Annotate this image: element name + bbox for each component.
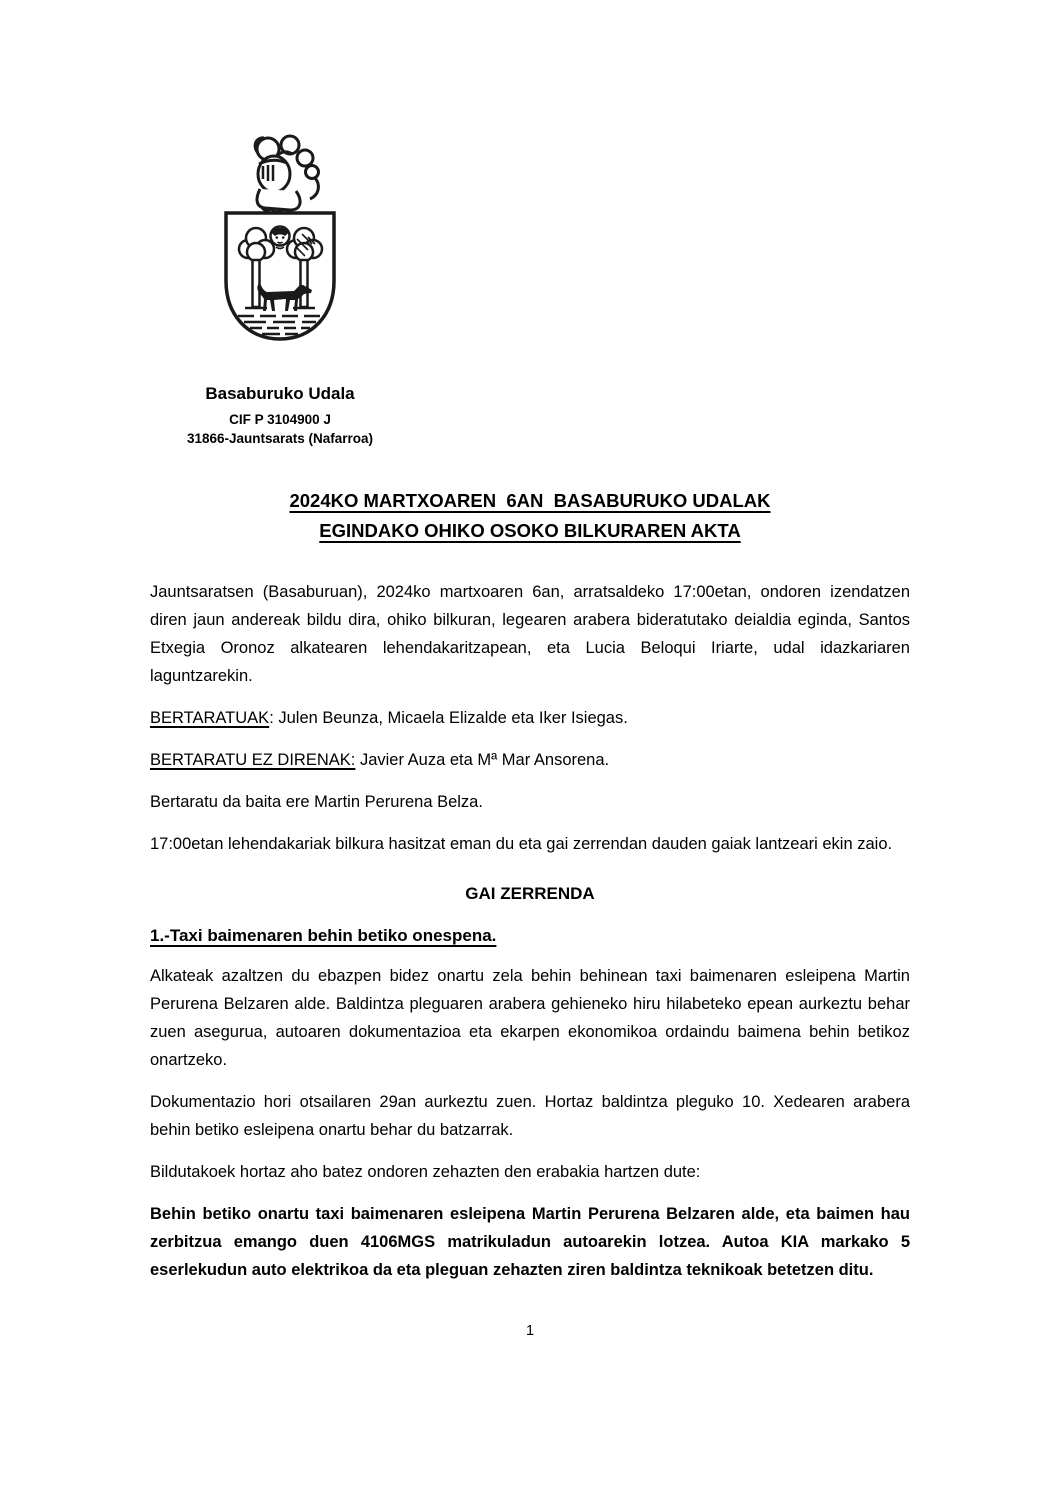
- paragraph-also-present: Bertaratu da baita ere Martin Perurena Belza.: [150, 793, 483, 811]
- agenda-heading: GAI ZERRENDA: [465, 884, 595, 903]
- paragraph-item1-decision-intro: Bildutakoek hortaz aho batez ondoren zehazten den erabakia hartzen dute:: [150, 1163, 701, 1181]
- paragraph-item1-documentation: Dokumentazio hori otsailaren 29an aurkeztu zuen. Hortaz baldintza pleguko 10. Xedearen arabera behin betiko esleipena onartu behar du batzarrak.: [150, 1093, 910, 1139]
- letterhead: [175, 133, 385, 448]
- agenda-item-1-heading: 1.-Taxi baimenaren behin betiko onespena.: [150, 926, 497, 945]
- page-number: 1: [525, 1323, 535, 1339]
- paragraph-session-start: 17:00etan lehendakariak bilkura hasitzat eman du eta gai zerrendan dauden gaiak lantzeari ekin zaio.: [150, 835, 893, 853]
- document-title-line1: 2024KO MARTXOAREN 6AN BASABURUKO UDALAK: [289, 490, 771, 511]
- attendees-line: [150, 704, 910, 732]
- org-address: 31866-Jauntsarats (Nafarroa): [186, 431, 374, 446]
- absent-line: [150, 746, 910, 774]
- org-cif: CIF P 3104900 J: [229, 412, 331, 427]
- absent-names: Javier Auza eta Mª Mar Ansorena.: [355, 751, 610, 769]
- coat-of-arms-logo: [218, 133, 342, 347]
- paragraph-intro: Jauntsaratsen (Basaburuan), 2024ko martxoaren 6an, arratsaldeko 17:00etan, ondoren izendatzen diren jaun andereak bildu dira, ohiko bilkuran, legearen arabera bideratutako deialdia eginda, Santos Etxegia Oronoz alkatearen lehendakaritzapean, eta Lucia Beloqui Iriarte, udal idazkariaren laguntzarekin.: [150, 583, 910, 685]
- document-title: [150, 486, 910, 546]
- attendees-label: BERTARATUAK: [150, 709, 270, 727]
- org-name: Basaburuko Udala: [205, 384, 355, 403]
- absent-label: BERTARATU EZ DIRENAK:: [150, 751, 356, 769]
- paragraph-item1-explanation: Alkateak azaltzen du ebazpen bidez onartu zela behin behinean taxi baimenaren esleipena Martin Perurena Belzaren alde. Baldintza pleguaren arabera gehieneko hiru hilabeteko epean aurkeztu behar zuen asegurua, autoaren dokumentazioa eta ekarpen ekonomikoa ordaindu baimena behin betikoz onartzeko.: [150, 967, 910, 1069]
- attendees-names: : Julen Beunza, Micaela Elizalde eta Iker Isiegas.: [269, 709, 628, 727]
- paragraph-resolution: Behin betiko onartu taxi baimenaren esleipena Martin Perurena Belzaren alde, eta baimen hau zerbitzua emango duen 4106MGS matrikuladun autoarekin lotzea. Autoa KIA markako 5 eserlekudun auto elektrikoa da eta pleguan zehazten ziren baldintza teknikoak betetzen ditu.: [150, 1205, 910, 1279]
- document-title-line2: EGINDAKO OHIKO OSOKO BILKURAREN AKTA: [319, 520, 741, 541]
